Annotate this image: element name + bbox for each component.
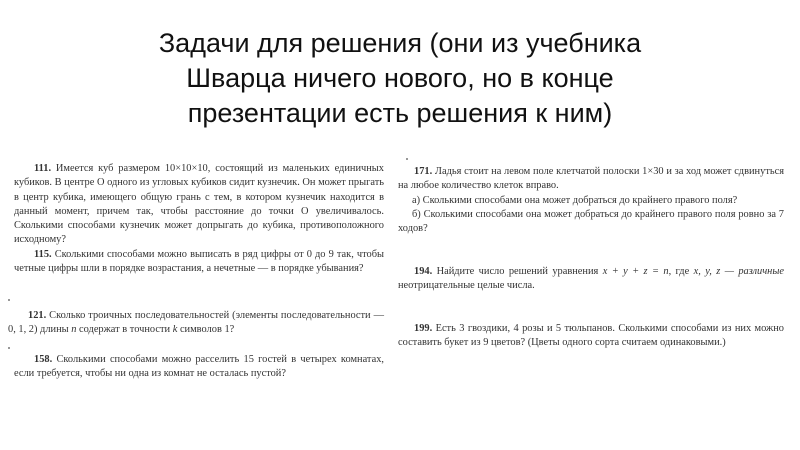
problem-number: 115. [34, 249, 52, 260]
problem-text: Ладья стоит на левом поле клетчатой полоски 1×30 и за ход может сдвинуться на любое количество клеток вправо. [398, 166, 784, 192]
problem-number: 158. [34, 354, 53, 365]
problem-171-main [398, 165, 784, 194]
problem-text-a: Сколько троичных последовательностей (элементы последовательности — 0, 1, 2) длины [8, 310, 384, 336]
problem-115 [14, 248, 384, 277]
problem-number: 171. [414, 166, 433, 177]
problem-text-b: , где [668, 266, 690, 277]
italic-tail: — различные [724, 266, 784, 277]
problem-171 [398, 165, 784, 236]
title-line-2: Шварца ничего нового, но в конце [186, 63, 614, 93]
problem-text-b: содержат в точности [79, 324, 171, 336]
equation: x + y + z = n [602, 266, 669, 277]
problem-number: 111. [34, 163, 52, 174]
bullet-dot [8, 347, 10, 349]
problem-number: 194. [414, 266, 433, 277]
bullet-dot [8, 299, 10, 301]
slide-title [0, 26, 800, 131]
bullet-dot [406, 158, 408, 160]
title-line-1: Задачи для решения (они из учебника [158, 28, 642, 58]
problem-194 [398, 265, 784, 294]
problem-171-a: а) Сколькими способами она может добраться до крайнего правого поля? [412, 194, 738, 206]
title-line-3: презентации есть решения к ним) [187, 98, 613, 128]
problem-text: Сколькими способами можно выписать в ряд цифры от 0 до 9 так, чтобы четные цифры шли в порядке возрастания, а нечетные — в порядке убывания? [14, 249, 384, 275]
variable-k: k [172, 324, 178, 336]
problem-158 [14, 353, 384, 382]
problem-171-b: б) Сколькими способами она может добраться до крайнего правого поля ровно за 7 ходов? [398, 208, 784, 235]
problem-text-c: символов 1? [179, 324, 235, 336]
problem-number: 121. [28, 310, 47, 321]
variables: x, y, z [693, 266, 721, 277]
problem-text-c: неотрицательные целые числа. [398, 280, 535, 292]
variable-n: n [71, 324, 77, 336]
problem-121 [8, 309, 384, 338]
problem-number: 199. [414, 323, 433, 334]
problem-text: Имеется куб размером 10×10×10, состоящий из маленьких единичных кубиков. В центре О одного из угловых кубиков сидит кузнечик. Он может прыгать в центр кубика, имеющего общую грань с тем, в котором кузнечик находится в данный момент, причем так, чтобы расстояние до точки О увеличивалось. Сколькими способами кузнечик может допрыгать до кубика, противоположного исходному? [14, 163, 384, 246]
problem-text-a: Найдите число решений уравнения [436, 266, 599, 277]
problem-text: Есть 3 гвоздики, 4 розы и 5 тюльпанов. Сколькими способами из них можно составить букет из 9 цветов? (Цветы одного сорта считаем одинаковыми.) [398, 323, 784, 349]
problem-text: Сколькими способами можно расселить 15 гостей в четырех комнатах, если требуется, чтобы ни одна из комнат не осталась пустой? [14, 354, 384, 380]
problem-111 [14, 162, 384, 248]
problem-199 [398, 322, 784, 351]
